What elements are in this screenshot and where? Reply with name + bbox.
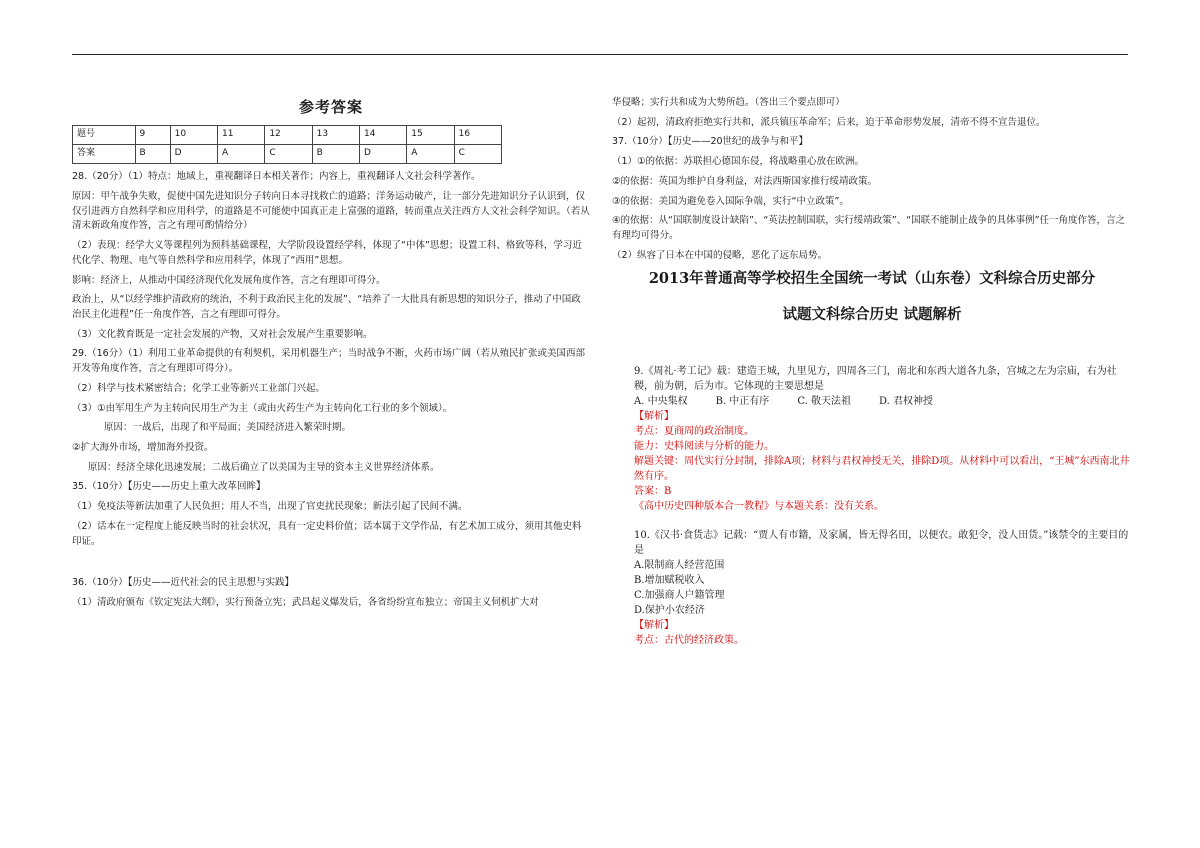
answer-paragraph: （2）科学与技术紧密结合；化学工业等新兴工业部门兴起。 xyxy=(72,382,326,394)
right-column xyxy=(612,96,1132,648)
analysis-line: 考点：古代的经济政策。 xyxy=(634,635,744,647)
exam-heading: 2013年普通高等学校招生全国统一考试（山东卷）文科综合历史部分 xyxy=(648,270,1096,288)
table-cell: C xyxy=(265,145,312,164)
answer-paragraph: （3）①由军用生产为主转向民用生产为主（或由火药生产为主转向化工行业的多个领域）。 xyxy=(72,402,453,414)
table-row xyxy=(73,126,502,145)
option: A.限制商人经营范围 xyxy=(634,560,725,572)
answer-paragraph: ④的依据：从“国联制度设计缺陷”、“英法控制国联，实行绥靖政策”、“国联不能制止战争的具体事例”任一角度作答，言之有理均可得分。 xyxy=(612,215,1126,242)
option: B. 中正有序 xyxy=(715,396,770,408)
question-text: 10.《汉书·食货志》记载：“贾人有市籍，及家属，皆无得名田，以便农。敢犯令，没人田货。”该禁令的主要目的是 xyxy=(634,530,1129,557)
exam-subheading: 试题文科综合历史 试题解析 xyxy=(782,305,962,323)
table-cell: B xyxy=(135,145,170,164)
answer-paragraph: 原因：甲午战争失败，促使中国先进知识分子转向日本寻找救亡的道路；洋务运动破产，让一部分先进知识分子认识到，仅仅引进西方自然科学和应用科学，的道路是不可能使中国真正走上富强的道路，转而重点关注西方人文社会科学知识。（若从清末新政角度作答，言之有理可酌情给分） xyxy=(72,190,590,232)
analysis-line: 能力：史料阅读与分析的能力。 xyxy=(634,441,774,453)
answer-table xyxy=(72,125,502,164)
analysis-line: 考点：夏商周的政治制度。 xyxy=(634,426,754,438)
table-cell: B xyxy=(312,145,359,164)
question-text: 9.《周礼·考工记》载：建造王城，九里见方，四周各三门，南北和东西大道各九条，宫城之左为宗庙，右为社稷，前为朝，后为市。它体现的主要思想是 xyxy=(634,366,1117,393)
answer-paragraph: ③的依据：美国为避免卷入国际争端，实行“中立政策”。 xyxy=(612,195,849,207)
answer-paragraph: 29.（16分）（1）利用工业革命提供的有利契机，采用机器生产；当时战争不断，火药市场广阔（若从殖民扩张或美国西部开发等角度作答，言之有理即可得分）。 xyxy=(72,348,585,375)
option: D. 君权神授 xyxy=(878,396,933,408)
answer-paragraph: 28.（20分）（1）特点：地域上，重视翻译日本相关著作；内容上，重视翻译人文社会科学著作。 xyxy=(72,171,481,183)
answer-paragraph: （1）免疫法等新法加重了人民负担；用人不当，出现了官吏扰民现象；新法引起了民间不满。 xyxy=(72,501,468,513)
table-cell: D xyxy=(170,145,217,164)
option: A. 中央集权 xyxy=(634,396,688,408)
table-cell: 12 xyxy=(265,126,312,145)
option: C. 敬天法祖 xyxy=(797,396,851,408)
answer-paragraph: 原因：经济全球化迅速发展；二战后确立了以美国为主导的资本主义世界经济体系。 xyxy=(88,461,440,473)
analysis-line: 答案：B xyxy=(634,486,672,498)
answer-paragraph: 华侵略；实行共和成为大势所趋。（答出三个要点即可） xyxy=(612,97,845,108)
table-cell: 14 xyxy=(359,126,406,145)
answer-paragraph: （2）起初，清政府拒绝实行共和，派兵镇压革命军；后来，迫于革命形势发展，清帝不得不宣告退位。 xyxy=(612,116,1046,128)
table-cell: A xyxy=(217,145,264,164)
table-cell: 题号 xyxy=(73,126,136,145)
analysis-line: 【解析】 xyxy=(634,620,674,632)
analysis-line: 【解析】 xyxy=(634,411,674,423)
answer-paragraph: （2）话本在一定程度上能反映当时的社会状况，具有一定史料价值；话本属于文学作品，有艺术加工成分，须用其他史料印证。 xyxy=(72,520,582,547)
table-cell: A xyxy=(407,145,454,164)
option: B.增加赋税收入 xyxy=(634,575,705,587)
answer-paragraph: （1）清政府颁布《钦定宪法大纲》，实行预备立宪；武昌起义爆发后，各省纷纷宣布独立；帝国主义伺机扩大对 xyxy=(72,597,539,609)
answer-paragraph: ②扩大海外市场，增加海外投资。 xyxy=(72,442,214,454)
analysis-line: 《高中历史四种版本合一教程》与本题关系：没有关系。 xyxy=(634,501,884,513)
table-cell: 16 xyxy=(454,126,501,145)
table-cell: 答案 xyxy=(73,145,136,164)
answer-paragraph: 37.（10分）【历史——20世纪的战争与和平】 xyxy=(612,136,809,148)
answer-paragraph: 政治上，从“以经学维护清政府的统治，不利于政治民主化的发展”、“培养了一大批具有新思想的知识分子，推动了中国政治民主化进程”任一角度作答，言之有理即可得分。 xyxy=(72,294,581,320)
answer-paragraph: （2）纵容了日本在中国的侵略，恶化了远东局势。 xyxy=(612,249,828,261)
answer-paragraph: 36.（10分）【历史——近代社会的民主思想与实践】 xyxy=(72,577,294,589)
table-row xyxy=(73,145,502,164)
answer-paragraph: 35.（10分）【历史——历史上重大改革回眸】 xyxy=(72,481,266,493)
answer-paragraph: ②的依据：英国为维护自身利益，对法西斯国家推行绥靖政策。 xyxy=(612,175,878,187)
option: C.加强商人户籍管理 xyxy=(634,590,725,602)
table-cell: 9 xyxy=(135,126,170,145)
answer-paragraph: （3）文化教育既是一定社会发展的产物，又对社会发展产生重要影响。 xyxy=(72,328,373,340)
question-9 xyxy=(612,364,1132,514)
answer-paragraph: 影响：经济上，从推动中国经济现代化发展角度作答，言之有理即可得分。 xyxy=(72,274,386,286)
answer-title: 参考答案 xyxy=(298,98,363,116)
table-cell: 10 xyxy=(170,126,217,145)
option-list xyxy=(634,394,1132,409)
answer-paragraph: （2）表现：经学大义等课程列为预科基础课程，大学阶段设置经学科，体现了“中体”思想；设置工科、格致等科，学习近代化学、物理、电气等自然科学和应用科学，体现了“西用”思想。 xyxy=(72,240,582,266)
table-cell: C xyxy=(454,145,501,164)
analysis-line: 解题关键：周代实行分封制，排除A项；材料与君权神授无关，排除D项。从材料中可以看出，“王城”东西南北井然有序。 xyxy=(634,456,1130,483)
table-cell: D xyxy=(359,145,406,164)
answer-paragraph: 原因：一战后，出现了和平局面；美国经济进入繁荣时期。 xyxy=(104,422,352,434)
header-rule xyxy=(72,54,1128,55)
answer-paragraph: （1）①的依据：苏联担心德国东侵，将战略重心放在欧洲。 xyxy=(612,156,865,168)
table-cell: 15 xyxy=(407,126,454,145)
table-cell: 11 xyxy=(217,126,264,145)
table-cell: 13 xyxy=(312,126,359,145)
question-10 xyxy=(612,528,1132,648)
left-column xyxy=(72,96,590,616)
option: D.保护小农经济 xyxy=(634,605,705,617)
